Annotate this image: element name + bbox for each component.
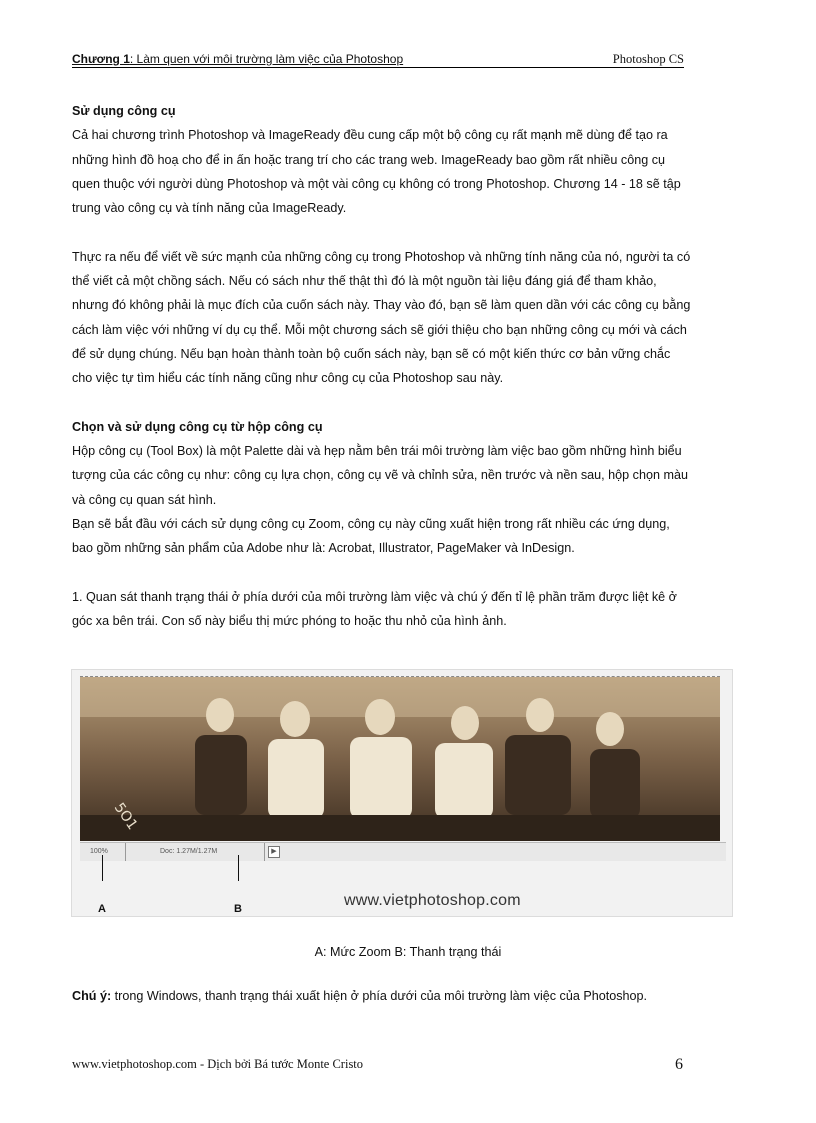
marker-b: B [234,903,242,915]
photo-illustration [80,677,720,841]
header-chapter [72,52,403,66]
page-footer: www.vietphotoshop.com - Dịch bởi Bá tước Monte Cristo [72,1057,364,1071]
watermark: www.vietphotoshop.com [344,892,521,909]
status-menu-arrow-icon: ▶ [268,846,280,858]
note-label: Chú ý: [72,989,112,1003]
marker-a: A [98,903,106,915]
marker-b-line [238,855,239,881]
paragraph: Hộp công cụ (Tool Box) là một Palette dài và hẹp nằm bên trái môi trường làm việc bao gồm những hình biểu tượng của các công cụ như: công cụ lựa chọn, công cụ vẽ và chỉnh sửa, nền trước và nền sau, hộp chọn màu và công cụ quan sát hình. [72,444,688,507]
marker-a-line [102,855,103,881]
svg-text:5O1: 5O1 [110,800,141,833]
note [72,989,647,1003]
page-header [72,50,684,68]
doc-size: Doc: 1.27M/1.27M [160,848,218,855]
main-content [72,99,692,634]
zoom-level: 100% [90,848,108,855]
paragraph: Thực ra nếu để viết về sức mạnh của những công cụ trong Photoshop và những tính năng của nó, người ta có thể viết cả một chồng sách. Nếu có sách như thế thật thì đó là một nguồn tài liệu đáng giá để tham khảo, nhưng đó không phải là mục đích của cuốn sách này. Thay vào đó, bạn sẽ làm quen dần với các công cụ bằng cách làm việc với những ví dụ cụ thể. Mỗi một chương sách sẽ giới thiệu cho bạn những công cụ mới và cách để sử dụng chúng. Nếu bạn hoàn thành toàn bộ cuốn sách này, bạn sẽ có một kiến thức cơ bản vững chắc cho việc tự tìm hiểu các tính năng cũng như công cụ của Photoshop sau này. [72,249,691,386]
section-heading-tools: Sử dụng công cụ [72,104,176,118]
paragraph: Bạn sẽ bắt đầu với cách sử dụng công cụ Zoom, công cụ này cũng xuất hiện trong rất nhiều các ứng dụng, bao gồm những sản phẩm của Adobe như là: Acrobat, Illustrator, PageMaker và InDesign. [72,517,670,556]
paragraph: Cả hai chương trình Photoshop và ImageReady đều cung cấp một bộ công cụ rất mạnh mẽ dùng để tạo ra những hình đồ hoạ cho để in ấn hoặc trang trí cho các trang web. ImageReady bao gồm rất nhiều công cụ quen thuộc với người dùng Photoshop và một vài công cụ không có trong Photoshop. Chương 14 - 18 sẽ tập trung vào công cụ và tính năng của ImageReady. [72,128,681,216]
step-paragraph: 1. Quan sát thanh trạng thái ở phía dưới của môi trường làm việc và chú ý đến tỉ lệ phần trăm được liệt kê ở góc xa bên trái. Con số này biểu thị mức phóng to hoặc thu nhỏ của hình ảnh. [72,589,677,629]
section-heading-toolbox: Chọn và sử dụng công cụ từ hộp công cụ [72,419,323,434]
note-text: trong Windows, thanh trạng thái xuất hiện ở phía dưới của môi trường làm việc của Photoshop. [111,989,648,1003]
page-number: 6 [675,1056,683,1073]
header-app-name: Photoshop CS [612,52,684,66]
screenshot-figure [71,669,733,917]
vintage-group-photo [80,676,720,841]
figure-caption: A: Mức Zoom B: Thanh trạng thái [314,945,502,959]
status-bar [80,842,726,861]
chapter-title: : Làm quen với môi trường làm việc của Photoshop [129,52,404,66]
chapter-number: Chương 1 [72,52,130,66]
